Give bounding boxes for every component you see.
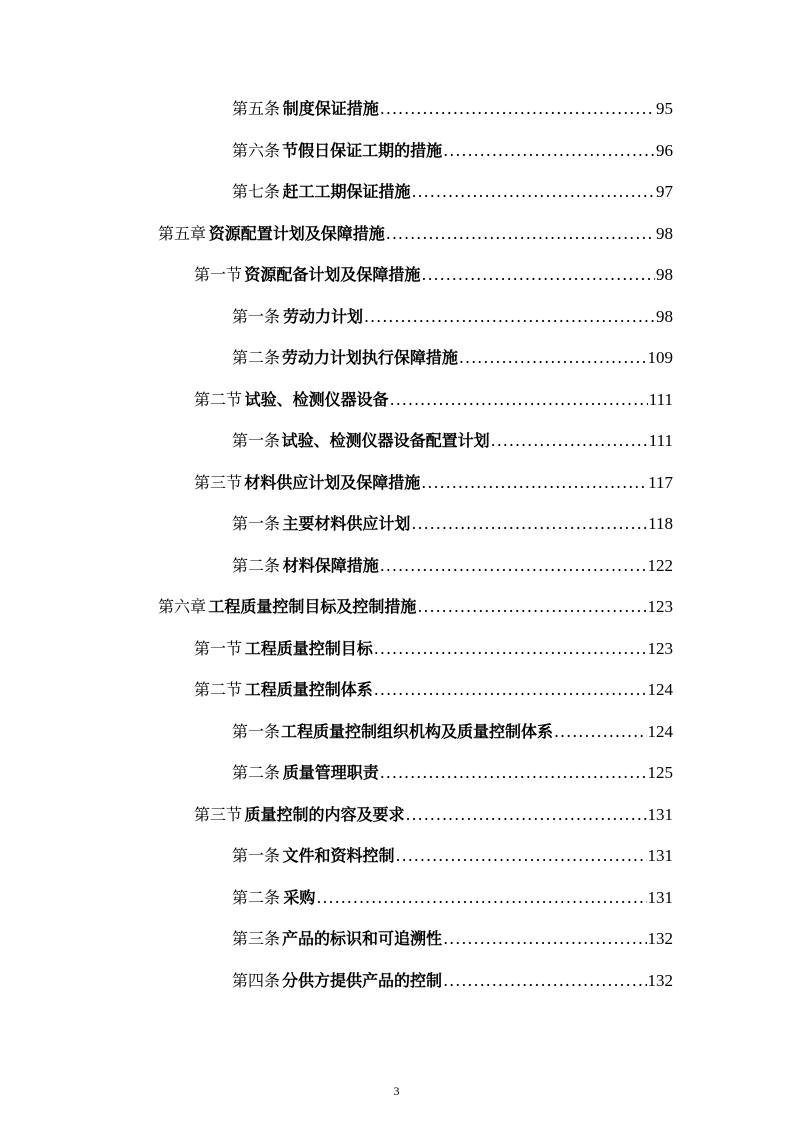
dot-leader (421, 263, 655, 287)
toc-entry[interactable] (232, 139, 673, 163)
toc-entry-title: 质量控制的内容及要求 (244, 804, 405, 824)
toc-entry-label: 第一条 (232, 306, 281, 326)
dot-leader (374, 678, 647, 702)
toc-entry-title: 工程质量控制目标 (244, 638, 373, 658)
toc-entry-title: 文件和资料控制 (282, 846, 395, 865)
dot-leader (491, 429, 648, 453)
toc-entry[interactable] (232, 969, 673, 993)
toc-entry-title: 资源配置计划及保障措施 (208, 223, 385, 243)
footer-page-number: 3 (393, 1084, 400, 1098)
toc-entry-title: 质量管理职责 (282, 763, 379, 782)
toc-entry-label: 第二节 (194, 389, 243, 409)
dot-leader (316, 886, 646, 910)
toc-entry-label: 第一条 (232, 721, 281, 741)
toc-entry-label: 第一节 (194, 638, 243, 658)
toc-entry-title: 节假日保证工期的措施 (282, 140, 443, 160)
dot-leader (364, 305, 655, 329)
toc-entry-title: 材料保障措施 (282, 555, 379, 575)
toc-entry-title: 分供方提供产品的控制 (282, 970, 443, 990)
toc-entry-title: 工程质量控制组织机构及质量控制体系 (280, 721, 553, 741)
toc-entry-page-number: 125 (647, 763, 673, 782)
toc-entry-title: 劳动力计划 (282, 306, 363, 326)
toc-entry-title: 制度保证措施 (282, 99, 379, 118)
dot-leader (421, 471, 647, 495)
toc-entry-title: 劳动力计划执行保障措施 (281, 348, 458, 367)
dot-leader (386, 222, 655, 246)
toc-entry[interactable] (232, 512, 673, 536)
toc-entry-label: 第二条 (232, 348, 281, 367)
dot-leader (374, 637, 647, 661)
toc-entry-title: 工程质量控制目标及控制措施 (208, 597, 417, 616)
toc-entry-title: 工程质量控制体系 (244, 680, 373, 699)
toc-entry-page-number: 122 (647, 555, 673, 575)
toc-entry[interactable] (194, 637, 673, 661)
dot-leader (396, 844, 647, 868)
toc-entry[interactable] (194, 678, 673, 702)
toc-entry-page-number: 111 (648, 431, 673, 450)
toc-entry[interactable] (232, 720, 673, 744)
toc-entry-page-number: 124 (647, 721, 673, 741)
dot-leader (443, 139, 655, 163)
toc-entry-title: 主要材料供应计划 (282, 514, 411, 533)
toc-entry[interactable] (232, 429, 673, 453)
toc-entry-title: 产品的标识和可追溯性 (282, 929, 443, 948)
toc-entry[interactable] (194, 263, 673, 287)
toc-entry-page-number: 96 (656, 140, 673, 160)
dot-leader (411, 180, 655, 204)
toc-entry-title: 试验、检测仪器设备 (244, 389, 389, 409)
dot-leader (411, 512, 647, 536)
toc-entry-page-number: 124 (647, 680, 673, 699)
toc-entry[interactable] (194, 471, 673, 495)
toc-entry-label: 第六章 (158, 597, 207, 616)
toc-entry[interactable] (158, 222, 673, 246)
toc-entry[interactable] (232, 554, 673, 578)
toc-entry[interactable] (194, 803, 673, 827)
toc-entry-label: 第五条 (232, 99, 281, 118)
toc-entry-label: 第二条 (232, 555, 281, 575)
toc-entry-title: 资源配备计划及保障措施 (244, 265, 421, 284)
toc-entry-page-number: 98 (656, 306, 673, 326)
toc-entry-page-number: 98 (656, 223, 673, 243)
toc-entry[interactable] (232, 844, 673, 868)
toc-entry-label: 第三节 (194, 804, 243, 824)
toc-entry[interactable] (232, 97, 673, 121)
dot-leader (443, 969, 646, 993)
toc-entry-label: 第六条 (232, 140, 281, 160)
toc-entry-label: 第二条 (232, 887, 281, 907)
dot-leader (380, 761, 647, 785)
toc-entry-label: 第二条 (232, 763, 281, 782)
toc-entry-title: 赶工工期保证措施 (282, 182, 411, 201)
toc-entry[interactable] (232, 927, 673, 951)
toc-entry[interactable] (158, 595, 673, 619)
dot-leader (380, 554, 647, 578)
toc-entry[interactable] (232, 761, 673, 785)
toc-entry-title: 材料供应计划及保障措施 (244, 472, 421, 492)
toc-entry-page-number: 97 (656, 182, 673, 201)
toc-entry-label: 第三条 (232, 929, 281, 948)
toc-entry-label: 第一条 (232, 514, 281, 533)
toc-entry[interactable] (232, 346, 673, 370)
toc-entry-title: 采购 (283, 887, 316, 907)
toc-entry-label: 第一条 (232, 846, 281, 865)
toc-entry-page-number: 109 (647, 348, 673, 367)
toc-entry[interactable] (232, 305, 673, 329)
dot-leader (405, 803, 646, 827)
toc-entry-page-number: 123 (647, 638, 673, 658)
dot-leader (417, 595, 646, 619)
toc-entry-label: 第一条 (232, 431, 281, 450)
toc-entry-title: 试验、检测仪器设备配置计划 (281, 431, 490, 450)
toc-entry-label: 第二节 (194, 680, 243, 699)
toc-entry-page-number: 98 (656, 265, 673, 284)
toc-entry-label: 第五章 (158, 223, 207, 243)
dot-leader (443, 927, 646, 951)
toc-entry-page-number: 132 (647, 929, 673, 948)
toc-entry-label: 第三节 (194, 472, 243, 492)
dot-leader (380, 97, 655, 121)
dot-leader (459, 346, 647, 370)
toc-entry-page-number: 123 (647, 597, 673, 616)
toc-entry-label: 第一节 (194, 265, 243, 284)
toc-entry-page-number: 131 (647, 887, 673, 907)
toc-entry-page-number: 132 (647, 970, 673, 990)
toc-entry[interactable] (194, 388, 673, 412)
toc-entry-page-number: 95 (656, 99, 673, 118)
toc-entry-label: 第七条 (232, 182, 281, 201)
toc-entry-page-number: 131 (647, 846, 673, 865)
dot-leader (390, 388, 648, 412)
toc-entry[interactable] (232, 180, 673, 204)
dot-leader (554, 720, 647, 744)
toc-entry-label: 第四条 (232, 970, 281, 990)
toc-entry-page-number: 118 (648, 514, 673, 533)
toc-entry-page-number: 131 (647, 804, 673, 824)
toc-entry-page-number: 117 (648, 472, 673, 492)
toc-entry[interactable] (232, 886, 673, 910)
toc-entry-page-number: 111 (648, 389, 673, 409)
